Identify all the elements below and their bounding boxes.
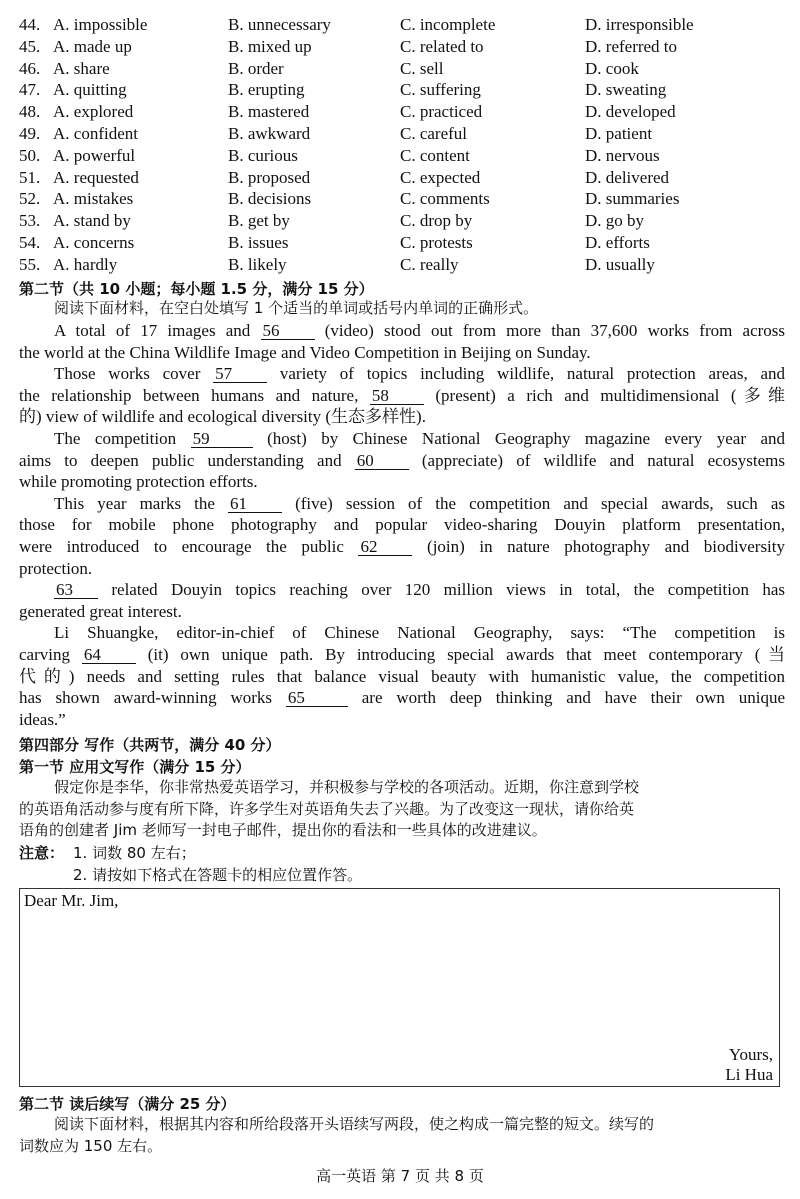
passage-line xyxy=(19,450,785,472)
question-number: 48. xyxy=(19,102,41,122)
prompt-line: 的英语角活动参与度有所下降，许多学生对英语角失去了兴趣。为了改变这一现状，请你给英 xyxy=(19,800,635,818)
blank-57[interactable]: 57 xyxy=(213,365,267,383)
answer-box[interactable] xyxy=(19,888,780,1087)
option-b[interactable]: B. mixed up xyxy=(228,36,312,56)
option-d[interactable]: D. irresponsible xyxy=(585,15,694,34)
question-number: 52. xyxy=(19,189,41,209)
passage-line xyxy=(19,493,785,515)
text: The competition xyxy=(54,428,177,448)
text: (appreciate) of wildlife and natural ecosystems xyxy=(421,450,786,470)
option-d[interactable]: D. cook xyxy=(585,58,639,78)
passage-line: 的) view of wildlife and ecological diversity (生态多样性). xyxy=(19,407,426,427)
passage-line: while promoting protection efforts. xyxy=(19,472,258,492)
option-row xyxy=(19,188,789,210)
text: (video) stood out from more than 37,600 works from across xyxy=(324,321,786,340)
passage xyxy=(19,320,785,730)
option-row xyxy=(19,36,789,58)
passage-line xyxy=(19,363,785,385)
blank-64[interactable]: 64 xyxy=(82,646,136,664)
text: the relationship between humans and nature, xyxy=(19,385,359,405)
page-footer: 高一英语 第 7 页 共 8 页 xyxy=(316,1167,484,1185)
option-a[interactable]: A. mistakes xyxy=(53,189,134,209)
option-a[interactable]: A. requested xyxy=(53,167,139,187)
option-row xyxy=(19,232,789,254)
part4-sec2-heading: 第二节 读后续写（满分 25 分） xyxy=(19,1095,236,1113)
sec2-instruction: 词数应为 150 左右。 xyxy=(19,1137,163,1155)
text: aims to deepen public understanding and xyxy=(19,450,342,470)
option-d[interactable]: D. efforts xyxy=(585,232,650,252)
option-b[interactable]: B. curious xyxy=(228,145,298,165)
part4-heading: 第四部分 写作（共两节，满分 40 分） xyxy=(19,736,281,754)
option-b[interactable]: B. erupting xyxy=(228,80,305,100)
note-label: 注意： xyxy=(19,844,65,862)
text: variety of topics including wildlife, natural protection areas, and xyxy=(279,364,785,384)
option-row xyxy=(19,79,789,101)
greeting: Dear Mr. Jim, xyxy=(24,891,119,910)
option-c[interactable]: C. protests xyxy=(400,232,473,252)
option-a[interactable]: A. stand by xyxy=(53,211,131,231)
question-number: 45. xyxy=(19,36,41,56)
blank-58[interactable]: 58 xyxy=(370,387,424,405)
passage-line: those for mobile phone photography and popular video-sharing Douyin platform presentation, xyxy=(19,515,785,535)
blank-65[interactable]: 65 xyxy=(286,689,348,707)
option-a[interactable]: A. powerful xyxy=(53,145,136,165)
question-number: 44. xyxy=(19,15,41,34)
option-b[interactable]: B. get by xyxy=(228,211,290,231)
option-row xyxy=(19,167,789,189)
question-number: 51. xyxy=(19,167,41,187)
passage-line xyxy=(19,687,785,709)
option-a[interactable]: A. made up xyxy=(53,36,132,56)
passage-line: 代的) needs and setting rules that balance visual beauty with humanistic value, the competition xyxy=(19,666,785,686)
option-a[interactable]: A. quitting xyxy=(53,80,127,100)
blank-59[interactable]: 59 xyxy=(191,430,253,448)
option-b[interactable]: B. decisions xyxy=(228,189,312,209)
text: A total of 17 images and xyxy=(54,321,251,340)
option-d[interactable]: D. usually xyxy=(585,254,655,274)
passage-line xyxy=(19,385,785,407)
option-d[interactable]: D. go by xyxy=(585,211,645,231)
option-d[interactable]: D. sweating xyxy=(585,80,667,100)
option-c[interactable]: C. incomplete xyxy=(400,15,496,34)
text: (it) own unique path. By introducing special awards that meet contemporary (当 xyxy=(147,644,786,664)
option-c[interactable]: C. practiced xyxy=(400,102,483,122)
passage-line: the world at the China Wildlife Image and Video Competition in Beijing on Sunday. xyxy=(19,342,591,362)
signature: Li Hua xyxy=(725,1065,773,1084)
option-c[interactable]: C. drop by xyxy=(400,211,473,231)
option-row xyxy=(19,14,789,36)
passage-line xyxy=(19,579,785,601)
option-c[interactable]: C. content xyxy=(400,145,470,165)
text: Those works cover xyxy=(54,364,201,384)
blank-63[interactable]: 63 xyxy=(54,581,98,599)
option-c[interactable]: C. comments xyxy=(400,189,490,209)
text: were introduced to encourage the public xyxy=(19,536,344,556)
blank-60[interactable]: 60 xyxy=(355,452,409,470)
option-c[interactable]: C. expected xyxy=(400,167,481,187)
question-number: 55. xyxy=(19,254,41,274)
question-number: 46. xyxy=(19,58,41,78)
option-a[interactable]: A. concerns xyxy=(53,232,135,252)
prompt-line: 语角的创建者 Jim 老师写一封电子邮件，提出你的看法和一些具体的改进建议。 xyxy=(19,821,547,839)
part4-sec1-heading: 第一节 应用文写作（满分 15 分） xyxy=(19,758,251,776)
note-item: 1. 词数 80 左右； xyxy=(73,844,196,862)
blank-62[interactable]: 62 xyxy=(358,538,412,556)
question-number: 54. xyxy=(19,232,41,252)
option-d[interactable]: D. nervous xyxy=(585,145,660,165)
option-a[interactable]: A. hardly xyxy=(53,254,118,274)
option-row xyxy=(19,101,789,123)
option-row xyxy=(19,210,789,232)
option-c[interactable]: C. careful xyxy=(400,123,468,143)
text: carving xyxy=(19,644,70,664)
option-row xyxy=(19,58,789,80)
passage-line: ideas.” xyxy=(19,709,66,729)
passage-line: generated great interest. xyxy=(19,601,182,621)
option-d[interactable]: D. developed xyxy=(585,102,676,122)
passage-line xyxy=(19,320,785,342)
question-number: 47. xyxy=(19,80,41,100)
closing-line: Yours, xyxy=(728,1045,773,1064)
text: (five) session of the competition and special awards, such as xyxy=(295,493,786,513)
question-number: 53. xyxy=(19,211,41,231)
sec2-instruction: 阅读下面材料，根据其内容和所给段落开头语续写两段，使之构成一篇完整的短文。续写的 xyxy=(54,1115,655,1133)
text: (join) in nature photography and biodiversity xyxy=(427,536,786,556)
option-d[interactable]: D. delivered xyxy=(585,167,670,187)
option-b[interactable]: B. issues xyxy=(228,232,289,252)
passage-line xyxy=(19,644,785,666)
section2-instruction: 阅读下面材料，在空白处填写 1 个适当的单词或括号内单词的正确形式。 xyxy=(54,299,539,317)
option-b[interactable]: B. awkward xyxy=(228,123,311,143)
blank-61[interactable]: 61 xyxy=(228,495,282,513)
option-b[interactable]: B. proposed xyxy=(228,167,311,187)
options-table xyxy=(19,14,789,276)
text: has shown award-winning works xyxy=(19,688,273,708)
option-b[interactable]: B. mastered xyxy=(228,102,310,122)
option-b[interactable]: B. unnecessary xyxy=(228,15,331,34)
text: related Douyin topics reaching over 120 million views in total, the competition has xyxy=(111,580,785,600)
prompt-line: 假定你是李华，你非常热爱英语学习，并积极参与学校的各项活动。近期，你注意到学校 xyxy=(54,778,640,796)
question-number: 50. xyxy=(19,145,41,165)
option-c[interactable]: C. really xyxy=(400,254,459,274)
passage-line xyxy=(19,428,785,450)
option-a[interactable]: A. explored xyxy=(53,102,134,122)
option-b[interactable]: B. likely xyxy=(228,254,287,274)
note-item: 2. 请按如下格式在答题卡的相应位置作答。 xyxy=(73,866,363,884)
text: are worth deep thinking and have their own unique xyxy=(361,688,785,708)
option-d[interactable]: D. patient xyxy=(585,123,653,143)
option-c[interactable]: C. suffering xyxy=(400,80,481,100)
text: This year marks the xyxy=(54,493,215,513)
text: (present) a rich and multidimensional (多维 xyxy=(435,385,786,405)
option-a[interactable]: A. confident xyxy=(53,123,138,143)
option-c[interactable]: C. related to xyxy=(400,36,484,56)
blank-56[interactable]: 56 xyxy=(261,322,315,340)
passage-line xyxy=(19,536,785,558)
text: (host) by Chinese National Geography magazine every year and xyxy=(267,428,786,448)
passage-line: protection. xyxy=(19,558,93,578)
passage-line: Li Shuangke, editor-in-chief of Chinese National Geography, says: “The competition is xyxy=(54,623,785,643)
option-row xyxy=(19,123,789,145)
option-a[interactable]: A. impossible xyxy=(53,15,148,34)
option-d[interactable]: D. referred to xyxy=(585,36,678,56)
option-d[interactable]: D. summaries xyxy=(585,189,680,209)
option-row xyxy=(19,145,789,167)
section2-heading: 第二节（共 10 小题；每小题 1.5 分，满分 15 分） xyxy=(19,280,374,298)
option-row xyxy=(19,254,789,276)
option-a[interactable]: A. share xyxy=(53,58,110,78)
option-b[interactable]: B. order xyxy=(228,58,284,78)
question-number: 49. xyxy=(19,123,41,143)
option-c[interactable]: C. sell xyxy=(400,58,444,78)
